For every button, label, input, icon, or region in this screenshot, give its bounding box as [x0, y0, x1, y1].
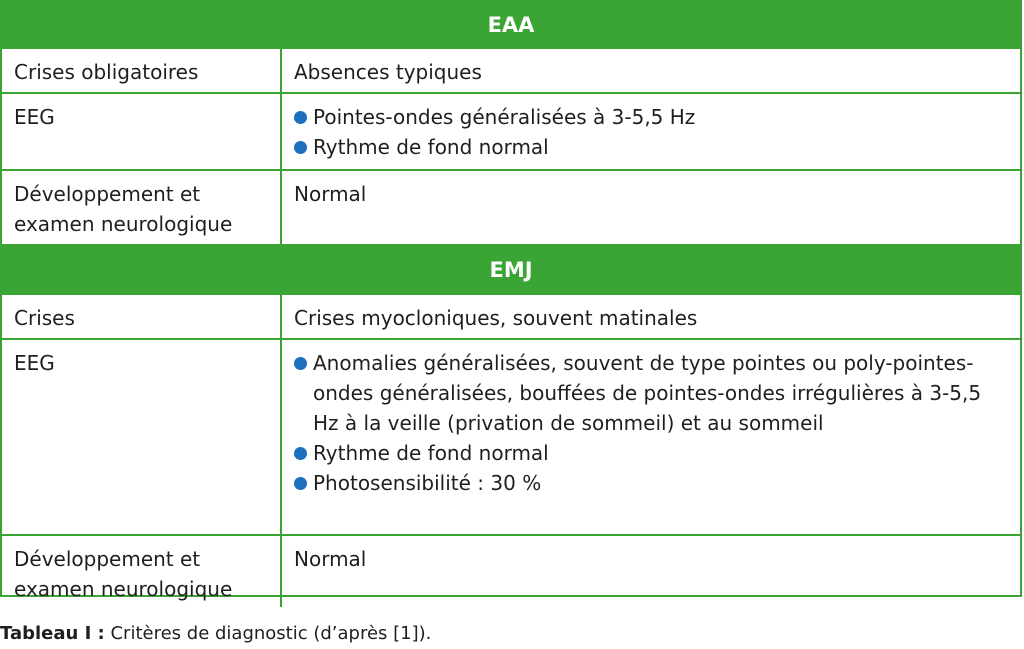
- caption-label: Tableau I :: [0, 623, 105, 644]
- list-item-text: Photosensibilité : 30 %: [313, 471, 542, 495]
- bullet-list: [294, 102, 1008, 162]
- table-row: [2, 338, 1020, 534]
- caption-text: Critères de diagnostic (d’après [1]).: [104, 623, 432, 644]
- row-value: Crises myocloniques, souvent matinales: [294, 306, 698, 330]
- row-label: Crises obligatoires: [2, 49, 282, 92]
- bullet-icon: [294, 447, 307, 460]
- bullet-icon: [294, 141, 307, 154]
- table-row: [2, 92, 1020, 169]
- list-item: [294, 348, 1008, 438]
- list-item: [294, 438, 1008, 468]
- list-item: [294, 102, 1008, 132]
- table-row: [2, 534, 1020, 607]
- section-title-emj: EMJ: [489, 257, 533, 282]
- list-item: [294, 468, 1008, 498]
- list-item: [294, 132, 1008, 162]
- bullet-icon: [294, 477, 307, 490]
- section-header-emj: [2, 244, 1020, 293]
- bullet-icon: [294, 357, 307, 370]
- section-title-eaa: EAA: [487, 12, 535, 37]
- table-row: [2, 169, 1020, 244]
- table-caption: [0, 622, 431, 646]
- row-value: Normal: [294, 547, 367, 571]
- row-value: Absences typiques: [294, 60, 482, 84]
- row-label: EEG: [2, 94, 282, 169]
- row-value: [282, 94, 1020, 169]
- list-item-text: Rythme de fond normal: [313, 441, 549, 465]
- row-label: EEG: [2, 340, 282, 534]
- bullet-icon: [294, 111, 307, 124]
- list-item-text: Pointes-ondes généralisées à 3-5,5 Hz: [313, 105, 696, 129]
- row-value: Normal: [294, 182, 367, 206]
- section-header-eaa: [2, 2, 1020, 47]
- table-row: [2, 47, 1020, 92]
- list-item-text: Anomalies généralisées, souvent de type pointes ou poly-pointes-ondes généralisées, bouffées de pointes-ondes irrégulières à 3-5,5 Hz à la veille (privation de sommeil) et au sommeil: [313, 351, 982, 435]
- bullet-list: [294, 348, 1008, 498]
- table-row: [2, 293, 1020, 338]
- row-label: Développement et examen neurologique: [2, 536, 282, 607]
- row-value: [282, 340, 1020, 534]
- row-label: Développement et examen neurologique: [2, 171, 282, 244]
- row-label: Crises: [2, 295, 282, 338]
- list-item-text: Rythme de fond normal: [313, 135, 549, 159]
